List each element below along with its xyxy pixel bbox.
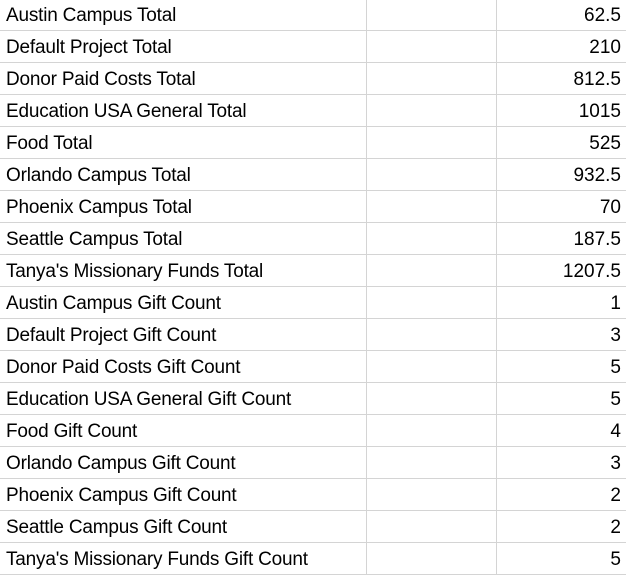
table-row xyxy=(0,191,626,223)
empty-cell[interactable] xyxy=(366,511,496,543)
empty-cell[interactable] xyxy=(366,351,496,383)
label-cell[interactable]: Food Total xyxy=(0,127,366,159)
table-row xyxy=(0,319,626,351)
value-cell[interactable]: 5 xyxy=(496,351,626,383)
value-cell[interactable]: 62.5 xyxy=(496,0,626,31)
empty-cell[interactable] xyxy=(366,319,496,351)
table-row xyxy=(0,31,626,63)
table-row xyxy=(0,447,626,479)
table-row xyxy=(0,415,626,447)
value-cell[interactable]: 70 xyxy=(496,191,626,223)
label-cell[interactable]: Default Project Total xyxy=(0,31,366,63)
label-cell[interactable]: Education USA General Gift Count xyxy=(0,383,366,415)
empty-cell[interactable] xyxy=(366,415,496,447)
label-cell[interactable]: Food Gift Count xyxy=(0,415,366,447)
empty-cell[interactable] xyxy=(366,0,496,31)
label-cell[interactable]: Tanya's Missionary Funds Gift Count xyxy=(0,543,366,575)
label-cell[interactable]: Seattle Campus Total xyxy=(0,223,366,255)
table-row xyxy=(0,255,626,287)
empty-cell[interactable] xyxy=(366,543,496,575)
table-row xyxy=(0,159,626,191)
value-cell[interactable]: 5 xyxy=(496,543,626,575)
value-cell[interactable]: 2 xyxy=(496,479,626,511)
table-row xyxy=(0,95,626,127)
label-cell[interactable]: Donor Paid Costs Gift Count xyxy=(0,351,366,383)
value-cell[interactable]: 4 xyxy=(496,415,626,447)
label-cell[interactable]: Austin Campus Total xyxy=(0,0,366,31)
empty-cell[interactable] xyxy=(366,95,496,127)
empty-cell[interactable] xyxy=(366,255,496,287)
value-cell[interactable]: 3 xyxy=(496,319,626,351)
label-cell[interactable]: Phoenix Campus Gift Count xyxy=(0,479,366,511)
value-cell[interactable]: 1207.5 xyxy=(496,255,626,287)
empty-cell[interactable] xyxy=(366,159,496,191)
table-row xyxy=(0,223,626,255)
empty-cell[interactable] xyxy=(366,287,496,319)
value-cell[interactable]: 210 xyxy=(496,31,626,63)
label-cell[interactable]: Orlando Campus Total xyxy=(0,159,366,191)
label-cell[interactable]: Orlando Campus Gift Count xyxy=(0,447,366,479)
value-cell[interactable]: 5 xyxy=(496,383,626,415)
value-cell[interactable]: 3 xyxy=(496,447,626,479)
value-cell[interactable]: 1 xyxy=(496,287,626,319)
label-cell[interactable]: Austin Campus Gift Count xyxy=(0,287,366,319)
value-cell[interactable]: 2 xyxy=(496,511,626,543)
empty-cell[interactable] xyxy=(366,63,496,95)
label-cell[interactable]: Seattle Campus Gift Count xyxy=(0,511,366,543)
table-row xyxy=(0,383,626,415)
empty-cell[interactable] xyxy=(366,447,496,479)
value-cell[interactable]: 932.5 xyxy=(496,159,626,191)
empty-cell[interactable] xyxy=(366,223,496,255)
empty-cell[interactable] xyxy=(366,191,496,223)
value-cell[interactable]: 812.5 xyxy=(496,63,626,95)
value-cell[interactable]: 187.5 xyxy=(496,223,626,255)
label-cell[interactable]: Education USA General Total xyxy=(0,95,366,127)
table-row xyxy=(0,511,626,543)
value-cell[interactable]: 525 xyxy=(496,127,626,159)
label-cell[interactable]: Tanya's Missionary Funds Total xyxy=(0,255,366,287)
label-cell[interactable]: Donor Paid Costs Total xyxy=(0,63,366,95)
table-row xyxy=(0,543,626,575)
empty-cell[interactable] xyxy=(366,479,496,511)
table-row xyxy=(0,63,626,95)
label-cell[interactable]: Default Project Gift Count xyxy=(0,319,366,351)
table-row xyxy=(0,0,626,31)
empty-cell[interactable] xyxy=(366,127,496,159)
value-cell[interactable]: 1015 xyxy=(496,95,626,127)
table-row xyxy=(0,287,626,319)
empty-cell[interactable] xyxy=(366,31,496,63)
table-row xyxy=(0,127,626,159)
label-cell[interactable]: Phoenix Campus Total xyxy=(0,191,366,223)
empty-cell[interactable] xyxy=(366,383,496,415)
table-row xyxy=(0,351,626,383)
table-row xyxy=(0,479,626,511)
